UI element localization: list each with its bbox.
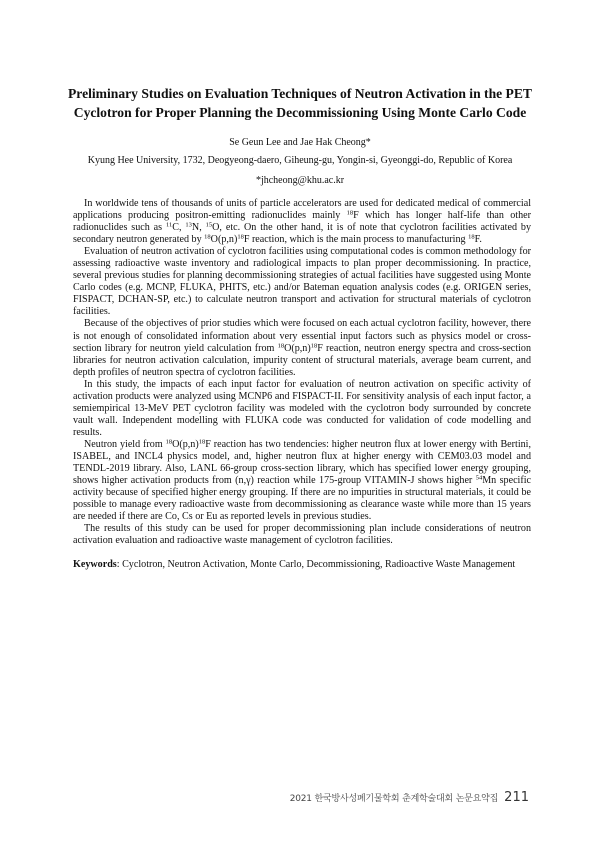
- abstract-paragraph: Evaluation of neutron activation of cyclotron facilities using computational codes is common methodology for assessing radioactive waste inventory and radiological impacts to plan proper decommissioning. In practice, several previous studies for planning decommissioning strategies of actual facilities have suggested using Monte Carlo codes (e.g. MCNP, FLUKA, PHITS, etc.) and/or Bateman equation analysis codes (e.g. ORIGEN series, FISPACT, DCHAN-SP, etc.) to calculate neutron transport and activation for structural materials of cyclotron facilities.: [73, 246, 531, 318]
- superscript: 18: [346, 209, 354, 217]
- author-list: Se Geun Lee and Jae Hak Cheong*: [229, 137, 371, 148]
- page-footer: [290, 790, 529, 805]
- superscript: 18: [204, 233, 211, 241]
- superscript: 13: [185, 221, 192, 229]
- keywords-text: : Cyclotron, Neutron Activation, Monte Carlo, Decommissioning, Radioactive Waste Management: [116, 559, 516, 571]
- keywords-label: Keywords: [73, 559, 117, 571]
- abstract-paragraph: In this study, the impacts of each input factor for evaluation of neutron activation on specific activity of activation products were analyzed using MCNP6 and FISPACT-II. For sensitivity analysis of each input factor, a semiempirical 13-MeV PET cyclotron facility was modeled with the cyclotron body surrounded by concrete vault wall. Independent modelling with FLUKA code was conducted for validation of code modelling and results.: [73, 378, 531, 438]
- footer-proceedings-title: 2021 한국방사성폐기물학회 춘계학술대회 논문요약집: [289, 794, 499, 804]
- superscript: 54: [475, 474, 483, 482]
- superscript: 18: [237, 233, 244, 241]
- superscript: 18: [277, 342, 285, 350]
- keywords-line: [73, 559, 531, 571]
- superscript: 18: [198, 438, 206, 446]
- abstract-paragraph: Because of the objectives of prior studies which were focused on each actual cyclotron facility, however, there is not enough of consolidated information about very essential input factors such as physics model or cross-section library for neutron yield calculation from $^{18}O(p,n)^{18}F$ reaction, neutron energy spectra and cross-section libraries for neutron activation calculation, impurity content of structural materials, average beam current, and depth profiles of neutron spectra of cyclotron facilities.: [73, 318, 531, 378]
- page-number: 211: [504, 790, 529, 805]
- abstract-paragraph: Neutron yield from $^{18}O(p,n)^{18}F$ reaction has two tendencies: higher neutron flux at lower energy with Bertini, ISABEL, and INCL4 physics model, and, higher neutron flux at higher energy with CEM03.03 model and TENDL-2019 library. Also, LANL 66-group cross-section library, which has specified lower energy grouping, shows higher activation products from (n,γ) reaction while 175-group VITAMIN-J shows higher $^{54}$Mn specific activity because of specified higher energy grouping. If there are no impurities in structural materials, it could be possible to manage every radioactive waste from decommissioning as clearance waste while more than 15 years are needed if there are Co, Cs or Eu as reported levels in previous studies.: [73, 438, 532, 523]
- superscript: 15: [205, 221, 213, 229]
- affiliation: Kyung Hee University, 1732, Deogyeong-daero, Giheung-gu, Yongin-si, Gyeonggi-do, Republic of Korea: [87, 155, 513, 166]
- abstract-paragraph: In worldwide tens of thousands of units of particle accelerators are used for dedicated medical of commercial applications producing positron-emitting radionuclides mainly $^{18}$F which has longer half-life than other radionuclides such as $^{11}$C, $^{13}$N, $^{15}$O, etc. On the other hand, it is of note that cyclotron facilities activated by secondary neutron generated by $^{18}O(p,n)^{18}F$ reaction, which is the main process to manufacturing $^{18}$F.: [73, 198, 531, 246]
- abstract-paragraphs: [73, 198, 531, 547]
- superscript: 18: [165, 438, 173, 446]
- abstract-body: [73, 198, 531, 571]
- abstract-paragraph: The results of this study can be used for proper decommissioning plan include considerations of neutron activation evaluation and radioactive waste management of cyclotron facilities.: [73, 523, 531, 547]
- superscript: 18: [468, 233, 475, 241]
- superscript: 18: [310, 342, 318, 350]
- contact-email: *jhcheong@khu.ac.kr: [255, 175, 345, 186]
- paper-title: Preliminary Studies on Evaluation Techniques of Neutron Activation in the PET Cyclotron for Proper Planning the Decommissioning Using Monte Carlo Code: [67, 86, 532, 120]
- superscript: 11: [165, 221, 173, 229]
